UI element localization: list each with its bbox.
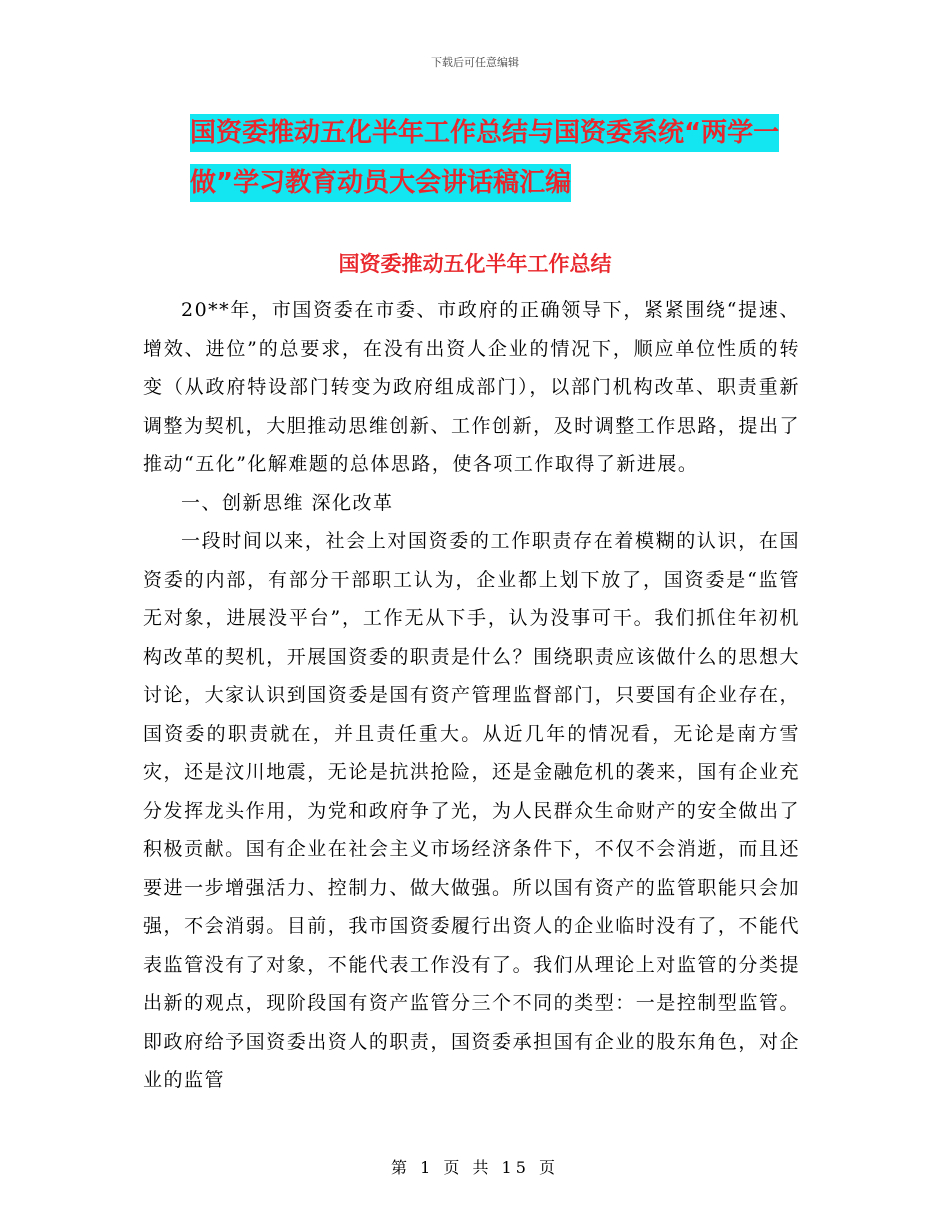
body-text [143, 291, 800, 1100]
section-title: 国资委推动五化半年工作总结 [338, 252, 612, 276]
header-note: 下载后可任意编辑 [431, 56, 519, 69]
main-title [190, 108, 810, 208]
paragraph-intro: 20**年，市国资委在市委、市政府的正确领导下，紧紧围绕“提速、增效、进位”的总要求，在没有出资人企业的情况下，顺应单位性质的转变（从政府特设部门转变为政府组成部门），以部门机构改革、职责重新调整为契机，大胆推动思维创新、工作创新，及时调整工作思路，提出了推动“五化”化解难题的总体思路，使各项工作取得了新进展。 [143, 299, 800, 475]
paragraph-body-1: 一段时间以来，社会上对国资委的工作职责存在着模糊的认识，在国资委的内部，有部分干部职工认为，企业都上划下放了，国资委是“监管无对象，进展没平台”，工作无从下手，认为没事可干。我们抓住年初机构改革的契机，开展国资委的职责是什么？围绕职责应该做什么的思想大讨论，大家认识到国资委是国有资产管理监督部门，只要国有企业存在，国资委的职责就在，并且责任重大。从近几年的情况看，无论是南方雪灾，还是汶川地震，无论是抗洪抢险，还是金融危机的袭来，国有企业充分发挥龙头作用，为党和政府争了光，为人民群众生命财产的安全做出了积极贡献。国有企业在社会主义市场经济条件下，不仅不会消逝，而且还要进一步增强活力、控制力、做大做强。所以国有资产的监管职能只会加强，不会消弱。目前，我市国资委履行出资人的企业临时没有了，不能代表监管没有了对象，不能代表工作没有了。我们从理论上对监管的分类提出新的观点，现阶段国有资产监管分三个不同的类型：一是控制型监管。即政府给予国资委出资人的职责，国资委承担国有企业的股东角色，对企业的监管 [143, 530, 800, 1091]
paragraph-heading-1: 一、创新思维 深化改革 [181, 491, 394, 514]
page-footer: 第 1 页 共 15 页 [391, 1158, 559, 1177]
main-title-line-2: 做”学习教育动员大会讲话稿汇编 [190, 164, 571, 202]
main-title-line-1: 国资委推动五化半年工作总结与国资委系统“两学一 [190, 114, 779, 152]
